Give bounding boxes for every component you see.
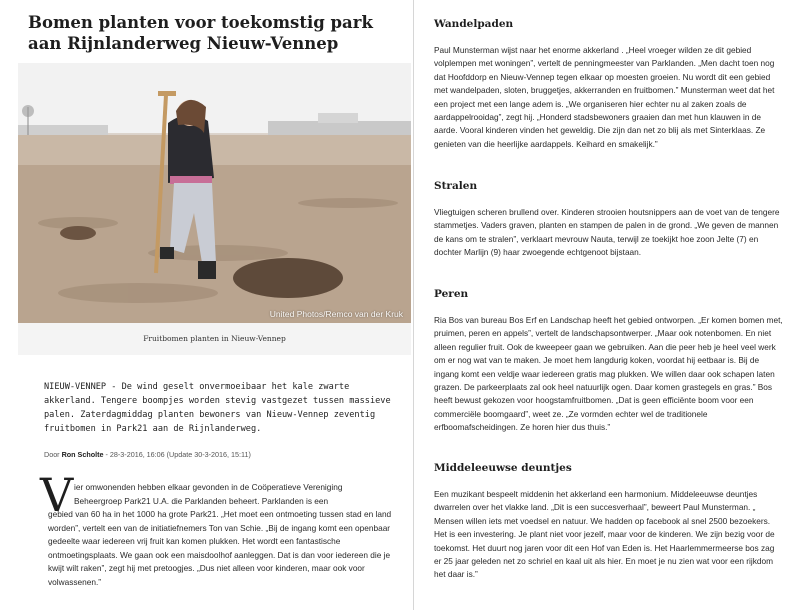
intro-paragraph — [48, 481, 406, 589]
article-photo[interactable] — [18, 63, 411, 323]
section-text-middeleeuwse-deuntjes: Een muzikant bespeelt middenin het akkerland een harmonium. Middeleeuwse deuntjes dwarrelen over het vlakke land. „Dit is een succesverhaal”, beweert Paul Munsterman. „ Mensen willen iets met voedsel en natuur. We hadden op facebook al snel 2500 bezoekers. Het is een investering. Je plant niet voor jezelf, maar voor de kinderen. We zijn bezig voor de toekomst. Het duurt nog jaren voor dit een Hof van Eden is. Het Haarlemmermeerse bos zag er 25 jaar geleden net zo schriel en kaal uit als hier. En moet je nu zien wat voor een rijkdom het daar is.” — [434, 489, 775, 580]
author-name[interactable]: Ron Scholte — [61, 450, 104, 459]
intro-line-2: Beheergroep Park21 U.A. die Parklanden beheert. Parklanden is een — [74, 495, 329, 506]
section-heading-wandelpaden: Wandelpaden — [434, 18, 514, 30]
section-heading-middeleeuwse-deuntjes: Middeleeuwse deuntjes — [434, 462, 572, 474]
photo-illustration — [18, 63, 411, 323]
byline — [44, 450, 251, 459]
intro-line-1: ier omwonenden hebben elkaar gevonden in de Coöperatieve Vereniging — [74, 482, 343, 492]
caption-box — [18, 323, 411, 355]
photo-credit: United Photos/Remco van der Kruk — [269, 309, 403, 319]
section-text-peren: Ria Bos van bureau Bos Erf en Landschap heeft het gebied ontworpen. „Er komen bomen met, pruimen, peren en appels”, vertelt de landschapsontwerper. „Maar ook notenbomen. En niet alleen regulier fruit. Ook de kweepeer gaan we gebruiken. Aan die peer heb je heel veel werk om er nog wat van te maken. Je moet hem langdurig koken, voordat hij eetbaar is. Bij de ingang komt een veldje waar iedereen gratis mag plukken. We willen daar ook schapen laten grazen. De parkeerplaats zal ook heel natuurlijk ogen. Daar komen grastegels en gras.” Bos heeft bewust gekozen voor hoogstamfruitbomen. „Dat is geen efficiënte boom voor een commerciële boomgaard”, weet ze. „Ze vormden echter wel de traditionele erfboomafscheidingen. Ze horen hier dus thuis.” — [434, 315, 783, 433]
byline-prefix: Door — [44, 450, 60, 459]
left-column — [18, 0, 411, 610]
photo-caption: Fruitbomen planten in Nieuw-Vennep — [143, 334, 286, 343]
section-text-stralen: Vliegtuigen scheren brullend over. Kinderen strooien houtsnippers aan de voet van de tengere stammetjes. Vaders graven, planten en stampen de palen in de grond. „We geven de mannen de kans om te stralen”, verklaart mevrouw Nauta, terwijl ze toekijkt hoe zoon Jelte (7) en dochter Marlijn (9) haar zwoegende echtgenoot bijstaan. — [434, 207, 780, 258]
section-text-wandelpaden: Paul Munsterman wijst naar het enorme akkerland . „Heel vroeger wilden ze dit gebied volplempen met woningen”, vertelt de penningmeester van Parklanden. „Men dacht toen nog dat Hoofddorp en Nieuw-Vennep tegen elkaar op moesten groeien. Nu wordt dit een gebied met wandelpaden, sloten, bruggetjes, akkerranden en fruitbomen.” Munsterman weet dat het een project met een lange adem is. „We organiseren hier echter nu al zaken zoals de aardappelrooidag”, zegt hij. „Honderd stadsbewoners graaien dan met hun klauwen in de aarde. Vooral kinderen vinden het geweldig. Die zijn dan net zo blij als met Sinterklaas. Ze genieten van die heerlijke aardappels. Keihard en smakelijk.” — [434, 45, 775, 149]
section-heading-stralen: Stralen — [434, 180, 478, 192]
byline-date: - 28-3-2016, 16:06 (Update 30-3-2016, 15:11) — [105, 450, 251, 459]
right-column — [426, 0, 794, 610]
intro-rest: gebied van 60 ha in het 1000 ha grote Park21. „Het moet een ontmoeting tussen stad en land worden”, vertelt een van de initiatiefnemers Ton van Schie. „Bij de ingang komt een openbaar gedeelte waar iedereen vrij fruit kan komen plukken. Het wordt een fantastische ontmoetingsplaats. We gaan ook een maisdoolhof aanleggen. Dat is dan voor iedereen die je kwijt wilt raken”, zegt hij met pretoogjes. „Dus niet alleen voor kinderen, maar ook voor volwassenen.” — [48, 509, 392, 587]
section-heading-peren: Peren — [434, 288, 469, 300]
drop-cap: V — [40, 468, 74, 522]
column-divider — [413, 0, 414, 610]
article-lead: NIEUW-VENNEP - De wind geselt onvermoeibaar het kale zwarte akkerland. Tengere boompjes worden stevig vastgezet tussen massieve palen. Zaterdagmiddag planten bewoners van Nieuw-Vennep zeventig fruitbomen in Park21 aan de Rijnlanderweg. — [44, 382, 391, 434]
article-title: Bomen planten voor toekomstig park aan Rijnlanderweg Nieuw-Vennep — [28, 13, 373, 53]
